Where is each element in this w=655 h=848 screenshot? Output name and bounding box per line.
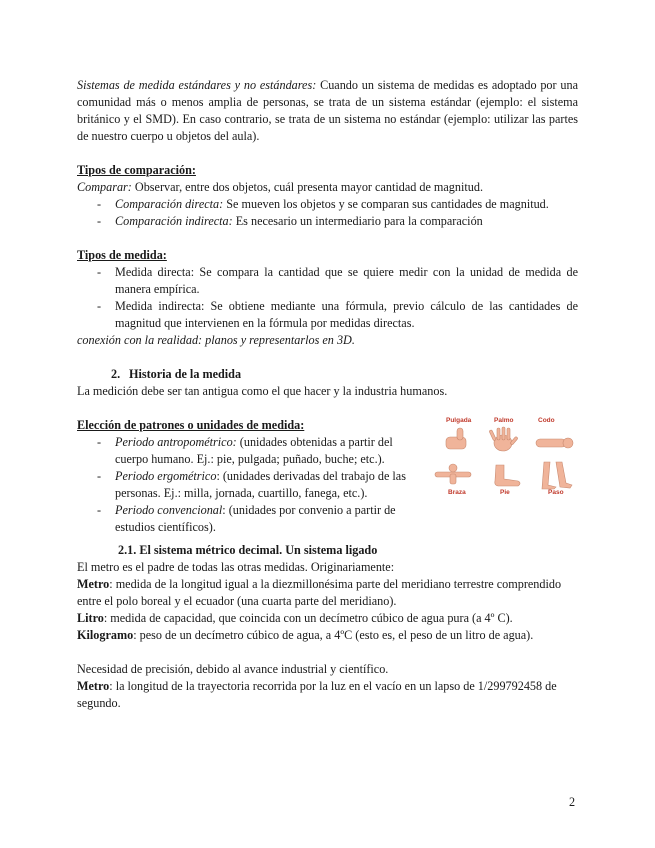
- metro-modern-definition: [77, 678, 578, 712]
- metro-text: : medida de la longitud igual a la diezmillonésima parte del meridiano terrestre comprendido entre el polo boreal y el ecuador (una cuarta parte del meridiano).: [77, 577, 562, 608]
- intro-text: Cuando un sistema de medidas es adoptado por una comunidad más o menos amplia de personas, se trata de un sistema estándar (ejemplo: el sistema británico y el SMD). En caso contrario, se trata de un sistema no estándar (ejemplo: utilizar las partes de nuestro cuerpo u objetos del aula).: [77, 78, 578, 143]
- thumb-icon: [446, 428, 466, 449]
- figure-label-pulgada: Pulgada: [446, 417, 472, 424]
- document-page: [77, 77, 578, 712]
- page-number: 2: [569, 795, 576, 809]
- item-term: Periodo ergométrico: [115, 469, 217, 483]
- list-item: [77, 196, 578, 213]
- medida-note: conexión con la realidad: planos y representarlos en 3D.: [77, 333, 355, 347]
- intro-term: Sistemas de medida estándares y no estándares:: [77, 78, 317, 92]
- foot-icon: [495, 465, 520, 486]
- litro-text: : medida de capacidad, que coincida con un decímetro cúbico de agua pura (a 4º C).: [103, 611, 513, 625]
- item-term: Periodo convencional: [115, 503, 223, 517]
- precision-text: Necesidad de precisión, debido al avance industrial y científico.: [77, 662, 389, 676]
- item-text: (unidades obtenidas a partir del cuerpo humano. Ej.: pie, pulgada; puñado, buche; etc.).: [115, 435, 393, 466]
- comparacion-heading: Tipos de comparación:: [77, 163, 196, 177]
- item-text: : (unidades por convenio a partir de estudios científicos).: [115, 503, 396, 534]
- historia-number: 2.: [111, 367, 121, 381]
- metro-definition: [77, 576, 578, 610]
- figure-label-paso: Paso: [548, 489, 564, 496]
- sistema-heading: 2.1. El sistema métrico decimal. Un sistema ligado: [118, 543, 378, 557]
- comparacion-list: [77, 196, 578, 230]
- item-text: : (unidades derivadas del trabajo de las personas. Ej.: milla, jornada, cuartillo, fanega, etc.).: [115, 469, 406, 500]
- list-item: [77, 213, 578, 230]
- list-item: [77, 468, 413, 502]
- comparar-text: Observar, entre dos objetos, cuál presenta mayor cantidad de magnitud.: [131, 180, 483, 194]
- arms-span-icon: [435, 464, 471, 484]
- figure-label-pie: Pie: [500, 489, 510, 496]
- item-term: Comparación directa:: [115, 197, 224, 211]
- item-term: Comparación indirecta:: [115, 214, 233, 228]
- comparar-definition: [77, 179, 578, 196]
- comparar-term: Comparar:: [77, 180, 132, 194]
- kilogramo-definition: [77, 627, 578, 644]
- item-text: Es necesario un intermediario para la comparación: [232, 214, 483, 228]
- metro-modern-term: Metro: [77, 679, 110, 693]
- item-text: Se mueven los objetos y se comparan sus cantidades de magnitud.: [223, 197, 549, 211]
- patrones-heading: Elección de patrones o unidades de medida:: [77, 418, 305, 432]
- patrones-list: [77, 434, 413, 536]
- metro-modern-text: : la longitud de la trayectoria recorrida por la luz en el vacío en un lapso de 1/299792458 de segundo.: [77, 679, 557, 710]
- litro-term: Litro: [77, 611, 104, 625]
- forearm-icon: [536, 438, 573, 448]
- sistema-line1: El metro es el padre de todas las otras medidas. Originariamente:: [77, 560, 395, 574]
- palm-icon: [489, 427, 518, 451]
- figure-label-codo: Codo: [538, 417, 555, 424]
- intro-paragraph: [77, 77, 578, 145]
- step-icon: [542, 462, 572, 489]
- list-item: - Medida directa: Se compara la cantidad que se quiere medir con la unidad de medida de manera empírica.: [77, 264, 578, 298]
- list-item: - Medida indirecta: Se obtiene mediante una fórmula, previo cálculo de las cantidades de magnitud que intervienen en la fórmula por medidas directas.: [77, 298, 578, 332]
- medida-heading: Tipos de medida:: [77, 248, 167, 262]
- medida-list: [77, 264, 578, 332]
- list-item: [77, 502, 413, 536]
- historia-title: Historia de la medida: [129, 367, 242, 381]
- list-item: [77, 434, 413, 468]
- item-term: Periodo antropométrico:: [115, 435, 237, 449]
- kilogramo-term: Kilogramo: [77, 628, 134, 642]
- body-units-figure: [430, 417, 580, 501]
- figure-label-braza: Braza: [448, 489, 466, 496]
- litro-definition: [77, 610, 578, 627]
- historia-text: La medición debe ser tan antigua como el que hacer y la industria humanos.: [77, 384, 448, 398]
- patrones-section: [77, 417, 578, 536]
- metro-term: Metro: [77, 577, 110, 591]
- figure-label-palmo: Palmo: [494, 417, 514, 424]
- kilogramo-text: : peso de un decímetro cúbico de agua, a 4ºC (esto es, el peso de un litro de agua).: [133, 628, 534, 642]
- historia-heading: [77, 366, 578, 383]
